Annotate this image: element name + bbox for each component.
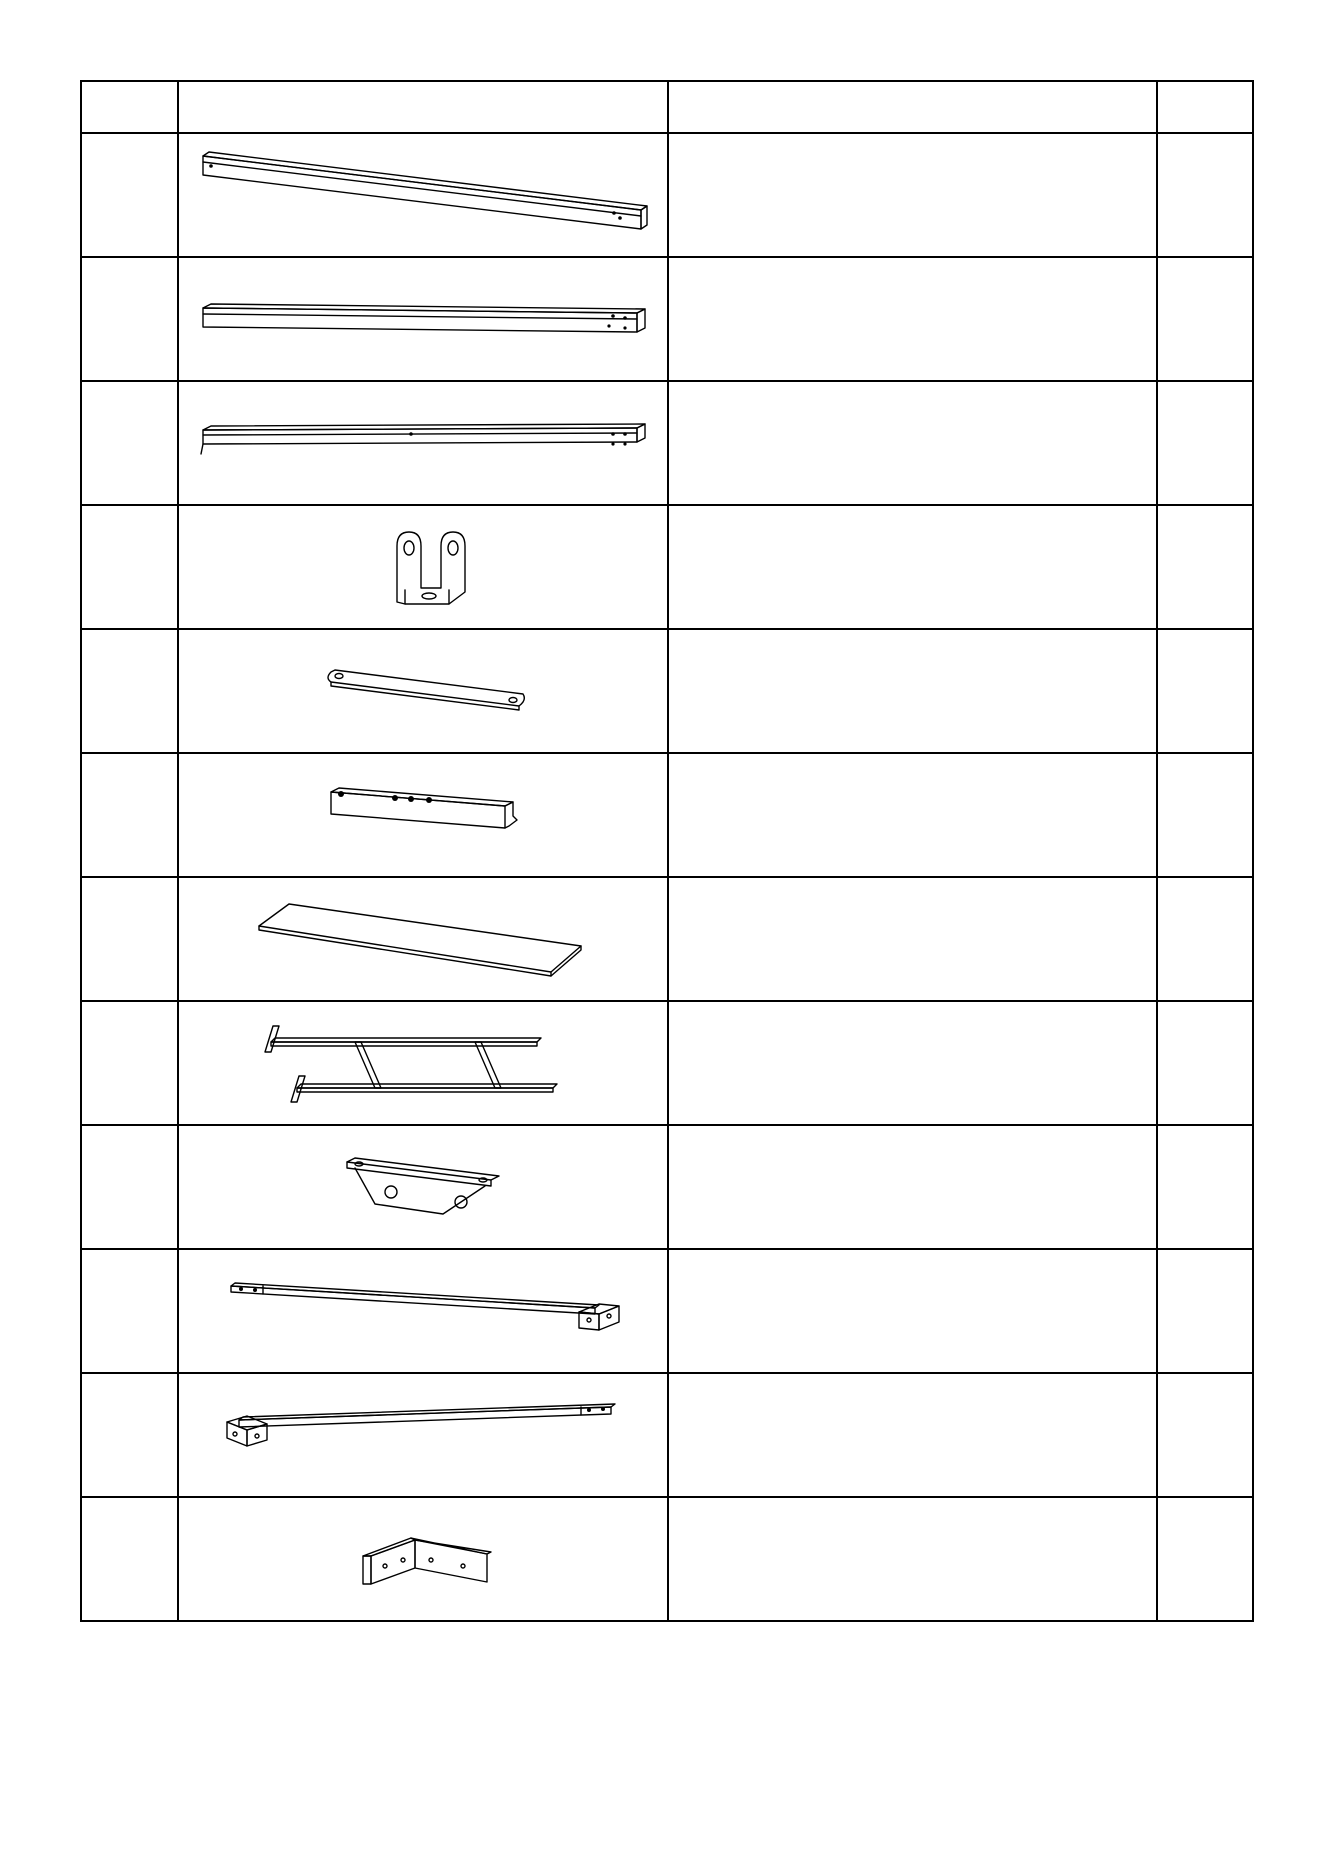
part-picture [178, 629, 668, 753]
part-number [81, 257, 178, 381]
part-description [668, 1497, 1157, 1621]
part-description [668, 381, 1157, 505]
part-number [81, 1125, 178, 1249]
table-row [81, 1249, 1253, 1373]
part-description [668, 753, 1157, 877]
table-header-row [81, 81, 1253, 133]
part-number [81, 1001, 178, 1125]
part-picture [178, 1249, 668, 1373]
part-number [81, 1249, 178, 1373]
table-row [81, 1497, 1253, 1621]
part-description [668, 1125, 1157, 1249]
table-row [81, 381, 1253, 505]
part-qty [1157, 1125, 1253, 1249]
part-description [668, 1373, 1157, 1497]
part-picture [178, 1125, 668, 1249]
header-qty [1157, 81, 1253, 133]
part-description [668, 1249, 1157, 1373]
part-qty [1157, 505, 1253, 629]
channel-bracket-icon [179, 754, 667, 876]
part-picture [178, 133, 668, 257]
part-picture [178, 505, 668, 629]
part-qty [1157, 629, 1253, 753]
part-picture [178, 877, 668, 1001]
u-bracket-icon [179, 506, 667, 628]
part-number [81, 1497, 178, 1621]
flat-strap-icon [179, 630, 667, 752]
table-row [81, 1373, 1253, 1497]
part-number [81, 877, 178, 1001]
flat-board-icon [179, 878, 667, 1000]
part-picture [178, 1001, 668, 1125]
part-qty [1157, 1249, 1253, 1373]
part-qty [1157, 133, 1253, 257]
corner-bracket-icon [179, 1498, 667, 1620]
part-number [81, 381, 178, 505]
part-description [668, 629, 1157, 753]
part-number [81, 505, 178, 629]
table-row [81, 257, 1253, 381]
part-qty [1157, 1373, 1253, 1497]
part-description [668, 1001, 1157, 1125]
part-picture [178, 1373, 668, 1497]
part-qty [1157, 1497, 1253, 1621]
part-qty [1157, 877, 1253, 1001]
part-qty [1157, 381, 1253, 505]
part-picture [178, 257, 668, 381]
table-row [81, 133, 1253, 257]
square-tube-long-straight-icon [179, 258, 667, 380]
part-description [668, 133, 1157, 257]
part-picture [178, 753, 668, 877]
square-tube-long-thin-icon [179, 382, 667, 504]
part-picture [178, 381, 668, 505]
trapezoid-plate-icon [179, 1126, 667, 1248]
part-qty [1157, 257, 1253, 381]
part-picture [178, 1497, 668, 1621]
part-qty [1157, 753, 1253, 877]
tube-with-end-right-icon [179, 1250, 667, 1372]
table-row [81, 1001, 1253, 1125]
table-row [81, 753, 1253, 877]
part-description [668, 877, 1157, 1001]
part-qty [1157, 1001, 1253, 1125]
tube-with-end-left-icon [179, 1374, 667, 1496]
table-row [81, 1125, 1253, 1249]
table-row [81, 877, 1253, 1001]
part-number [81, 133, 178, 257]
table-row [81, 629, 1253, 753]
part-number [81, 1373, 178, 1497]
part-number [81, 629, 178, 753]
header-description [668, 81, 1157, 133]
header-no [81, 81, 178, 133]
parts-list-table [80, 80, 1254, 1622]
header-picture [178, 81, 668, 133]
ladder-frame-icon [179, 1002, 667, 1124]
table-row [81, 505, 1253, 629]
part-description [668, 257, 1157, 381]
square-tube-long-angled-icon [179, 134, 667, 256]
part-description [668, 505, 1157, 629]
part-number [81, 753, 178, 877]
